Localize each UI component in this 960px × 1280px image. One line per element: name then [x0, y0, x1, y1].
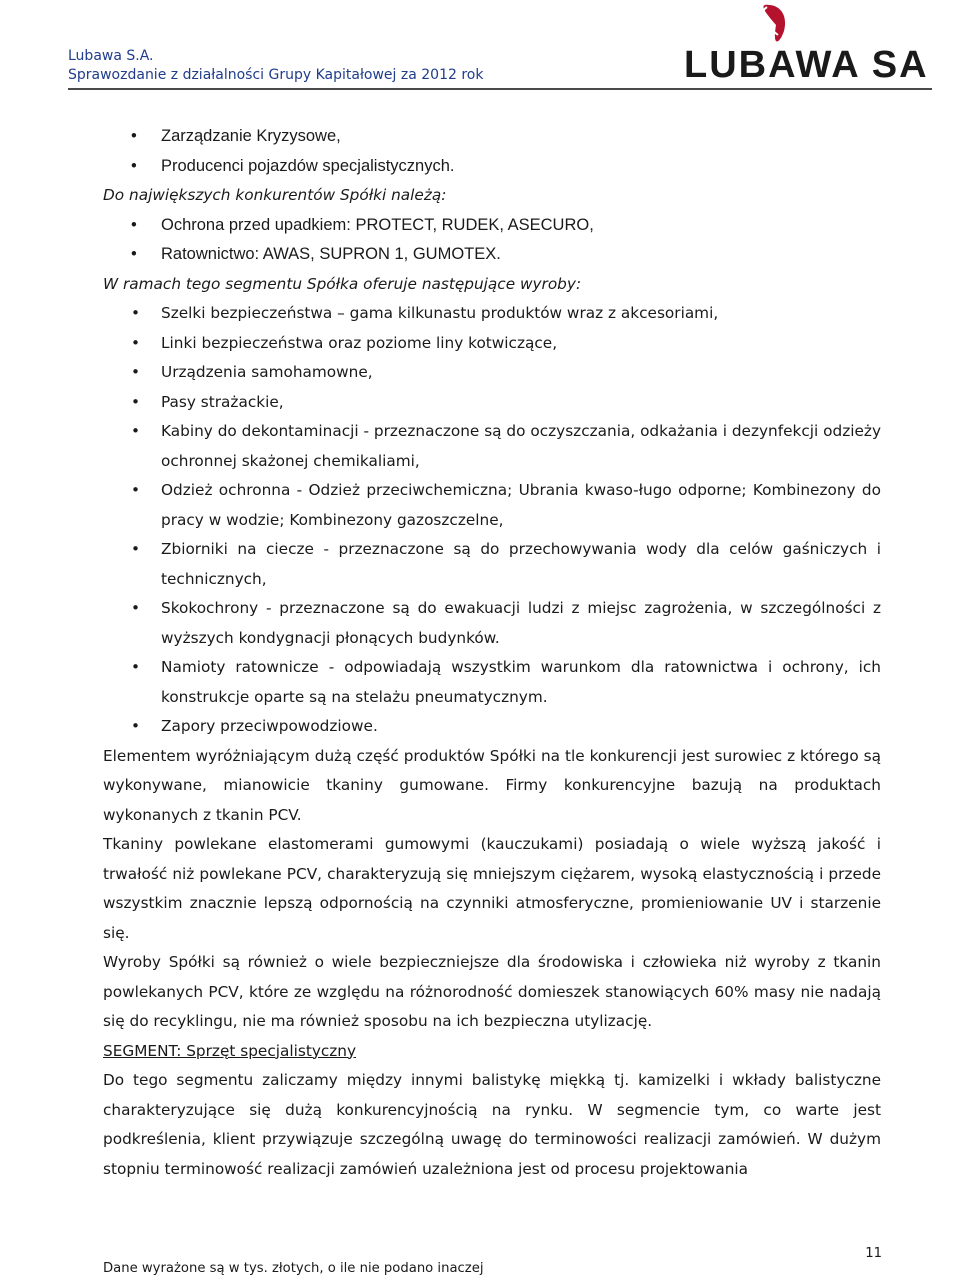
paragraph: Wyroby Spółki są również o wiele bezpieczniejsze dla środowiska i człowieka niż wyroby z tkanin powlekanych PCV, które ze względu na różnorodność domieszek stanowiących 60% masy nie nadają się do recyklingu, nie ma również sposobu na ich bezpieczna utylizację.: [103, 953, 881, 1030]
paragraph: Elementem wyróżniającym dużą część produktów Spółki na tle konkurencji jest surowiec z którego są wykonywane, mianowicie tkaniny gumowane. Firmy konkurencyjne bazują na produktach wykonanych z tkanin PCV.: [103, 746, 881, 824]
header-divider: [68, 88, 932, 90]
list-item: • Ochrona przed upadkiem: PROTECT, RUDEK, ASECURO,: [103, 211, 881, 241]
list-item: • Namioty ratownicze - odpowiadają wszystkim warunkom dla ratownictwa i ochrony, ich konstrukcje oparte są na stelażu pneumatycznym.: [103, 653, 881, 712]
lubawa-logo: [684, 3, 934, 85]
paragraph: Tkaniny powlekane elastomerami gumowymi (kauczukami) posiadają o wiele wyższą jakość i trwałość niż powlekane PCV, charakteryzują się mniejszym ciężarem, wysoką elastycznością i przede wszystkim znacznie lepszą odpornością na czynniki atmosferyczne, promieniowanie UV i starzenie się.: [103, 835, 881, 942]
logo-text: LUBAWA SA: [684, 44, 929, 85]
list-item: • Szelki bezpieczeństwa – gama kilkunastu produktów wraz z akcesoriami,: [103, 299, 881, 329]
competitors-list: [103, 211, 881, 270]
header-text: [68, 47, 483, 85]
list-item: • Zarządzanie Kryzysowe,: [103, 122, 881, 152]
document-body: [103, 122, 881, 1184]
segment-heading: SEGMENT: Sprzęt specjalistyczny: [103, 1041, 357, 1060]
list-item: • Producenci pojazdów specjalistycznych.: [103, 152, 881, 182]
report-title: Sprawozdanie z działalności Grupy Kapitałowej za 2012 rok: [68, 67, 484, 83]
page-number: 11: [865, 1246, 882, 1261]
competitors-intro: Do największych konkurentów Spółki należą:: [103, 186, 447, 204]
top-list: [103, 122, 881, 181]
list-item: • Ratownictwo: AWAS, SUPRON 1, GUMOTEX.: [103, 240, 881, 270]
products-intro: W ramach tego segmentu Spółka oferuje następujące wyroby:: [103, 274, 582, 293]
list-item: • Urządzenia samohamowne,: [103, 358, 881, 388]
list-item: • Kabiny do dekontaminacji - przeznaczone są do oczyszczania, odkażania i dezynfekcji odzieży ochronnej skażonej chemikaliami,: [103, 417, 881, 476]
list-item: • Skokochrony - przeznaczone są do ewakuacji ludzi z miejsc zagrożenia, w szczególności z wyższych kondygnacji płonących budynków.: [103, 594, 881, 653]
list-item: • Linki bezpieczeństwa oraz poziome liny kotwiczące,: [103, 329, 881, 359]
products-list: [103, 299, 881, 742]
segment-paragraph: Do tego segmentu zaliczamy między innymi balistykę miękką tj. kamizelki i wkłady balistyczne charakteryzujące się dużą konkurencyjnością na rynku. W segmencie tym, co warte jest podkreślenia, klient przywiązuje szczególną uwagę do terminowości realizacji zamówień. W dużym stopniu terminowość realizacji zamówień uzależniona jest od procesu projektowania: [103, 1071, 881, 1178]
list-item: • Zapory przeciwpowodziowe.: [103, 712, 881, 742]
list-item: • Pasy strażackie,: [103, 388, 881, 418]
list-item: • Odzież ochronna - Odzież przeciwchemiczna; Ubrania kwaso-ługo odporne; Kombinezony do pracy w wodzie; Kombinezony gazoszczelne,: [103, 476, 881, 535]
footer-note: Dane wyrażone są w tys. złotych, o ile nie podano inaczej: [103, 1261, 484, 1276]
company-name: Lubawa S.A.: [68, 48, 154, 64]
list-item: • Zbiorniki na ciecze - przeznaczone są do przechowywania wody dla celów gaśniczych i technicznych,: [103, 535, 881, 594]
